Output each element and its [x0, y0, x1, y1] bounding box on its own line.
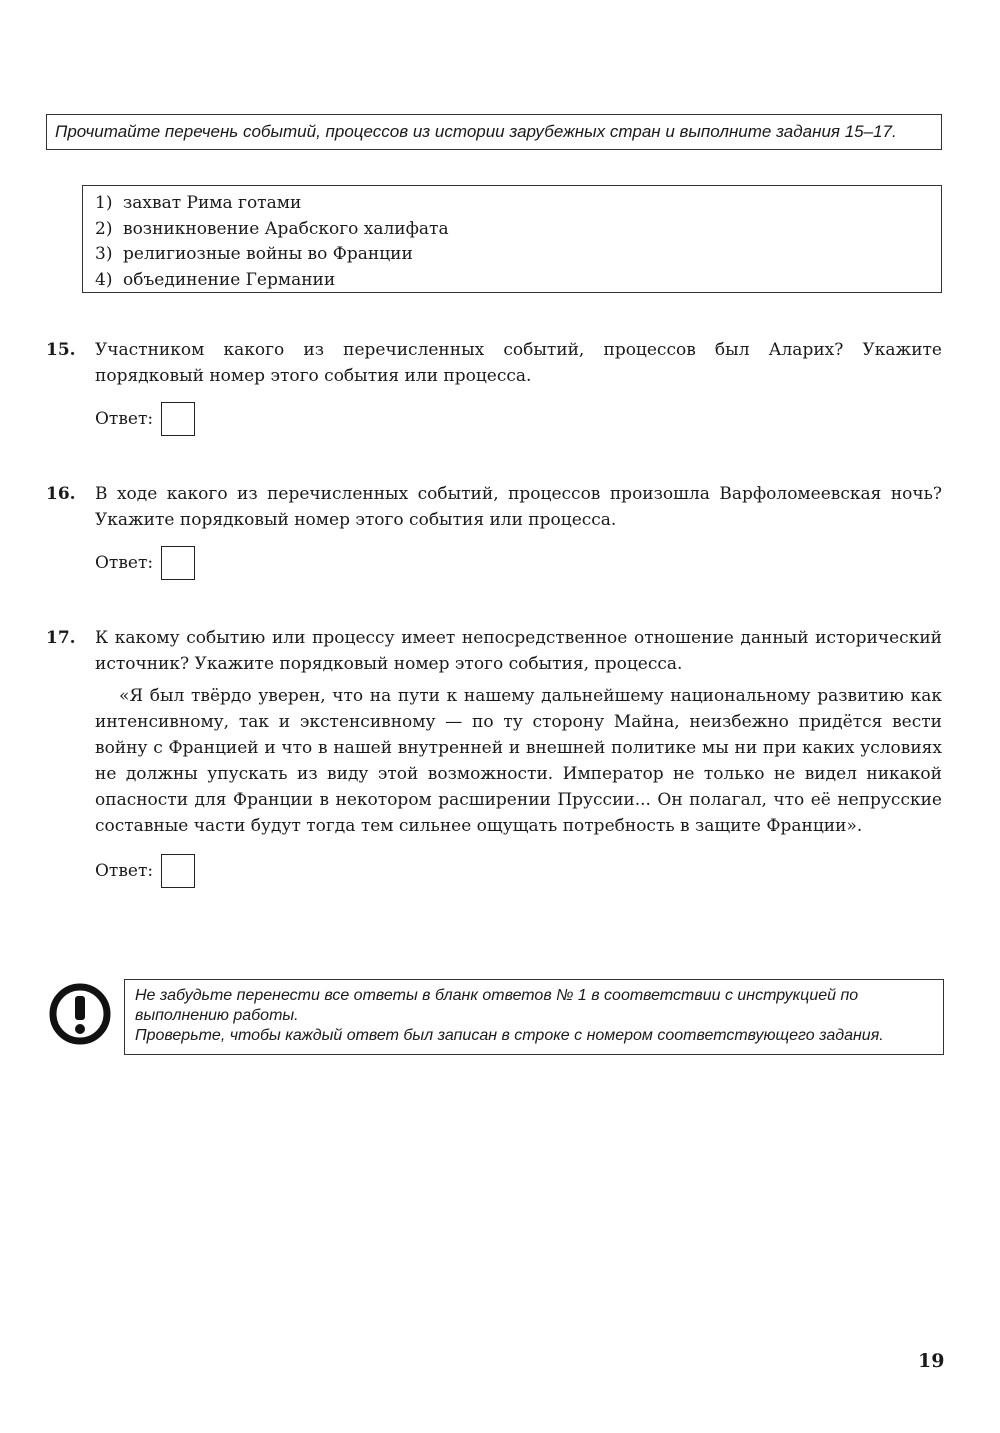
instruction-text: Прочитайте перечень событий, процессов из истории зарубежных стран и выполните задания 15–17. — [55, 122, 897, 141]
answer-input-16[interactable] — [161, 546, 195, 580]
answer-label: Ответ: — [95, 861, 154, 881]
list-item — [95, 242, 941, 268]
task-number: 16. — [46, 484, 76, 504]
answer-label: Ответ: — [95, 553, 154, 573]
event-text: возникновение Арабского халифата — [123, 218, 449, 239]
event-number: 3) — [95, 244, 113, 264]
answer-input-17[interactable] — [161, 854, 195, 888]
reminder-box — [124, 979, 944, 1055]
instruction-box — [46, 114, 942, 150]
list-item — [95, 191, 941, 217]
task-16 — [46, 481, 942, 581]
task-number: 17. — [46, 628, 76, 648]
list-item — [95, 217, 941, 243]
task-text: В ходе какого из перечисленных событий, процессов произошла Варфоломеевская ночь? Укажите порядковый номер этого события или процесса. — [95, 484, 942, 530]
event-number: 1) — [95, 193, 113, 213]
event-text: религиозные войны во Франции — [123, 244, 413, 264]
exclamation-icon — [48, 982, 112, 1046]
answer-row — [95, 853, 942, 889]
task-text: Участником какого из перечисленных событий, процессов был Аларих? Укажите порядковый номер этого события или процесса. — [95, 340, 942, 386]
task-17 — [46, 625, 942, 889]
answer-input-15[interactable] — [161, 402, 195, 436]
reminder-line-1: Не забудьте перенести все ответы в бланк ответов № 1 в соответствии с инструкцией по выполнению работы. — [135, 987, 859, 1024]
event-number: 4) — [95, 269, 113, 290]
event-text: объединение Германии — [123, 269, 336, 290]
event-text: захват Рима готами — [123, 193, 302, 213]
list-item — [95, 268, 941, 294]
task-text: К какому событию или процессу имеет непосредственное отношение данный исторический источник? Укажите порядковый номер этого события, процесса. — [95, 628, 942, 674]
task-number: 15. — [46, 340, 76, 360]
source-quote: «Я был твёрдо уверен, что на пути к нашему дальнейшему национальному развитию как интенсивному, так и экстенсивному — по ту сторону Майна, неизбежно придётся вести войну с Францией и что в нашей внутренней и внешней политике мы ни при каких условиях не должны упускать из виду этой возможности. Император не только не видел никакой опасности для Франции в некотором расширении Пруссии... Он полагал, что её непрусские составные части будут тогда тем сильнее ощущать потребность в защите Франции». — [95, 686, 942, 836]
event-number: 2) — [95, 218, 113, 239]
reminder-line-2: Проверьте, чтобы каждый ответ был записан в строке с номером соответствующего задания. — [135, 1027, 884, 1044]
events-list — [82, 185, 942, 293]
answer-label: Ответ: — [95, 409, 154, 429]
page-number: 19 — [918, 1350, 945, 1372]
answer-row — [95, 545, 942, 581]
answer-row — [95, 401, 942, 437]
task-15 — [46, 337, 942, 437]
